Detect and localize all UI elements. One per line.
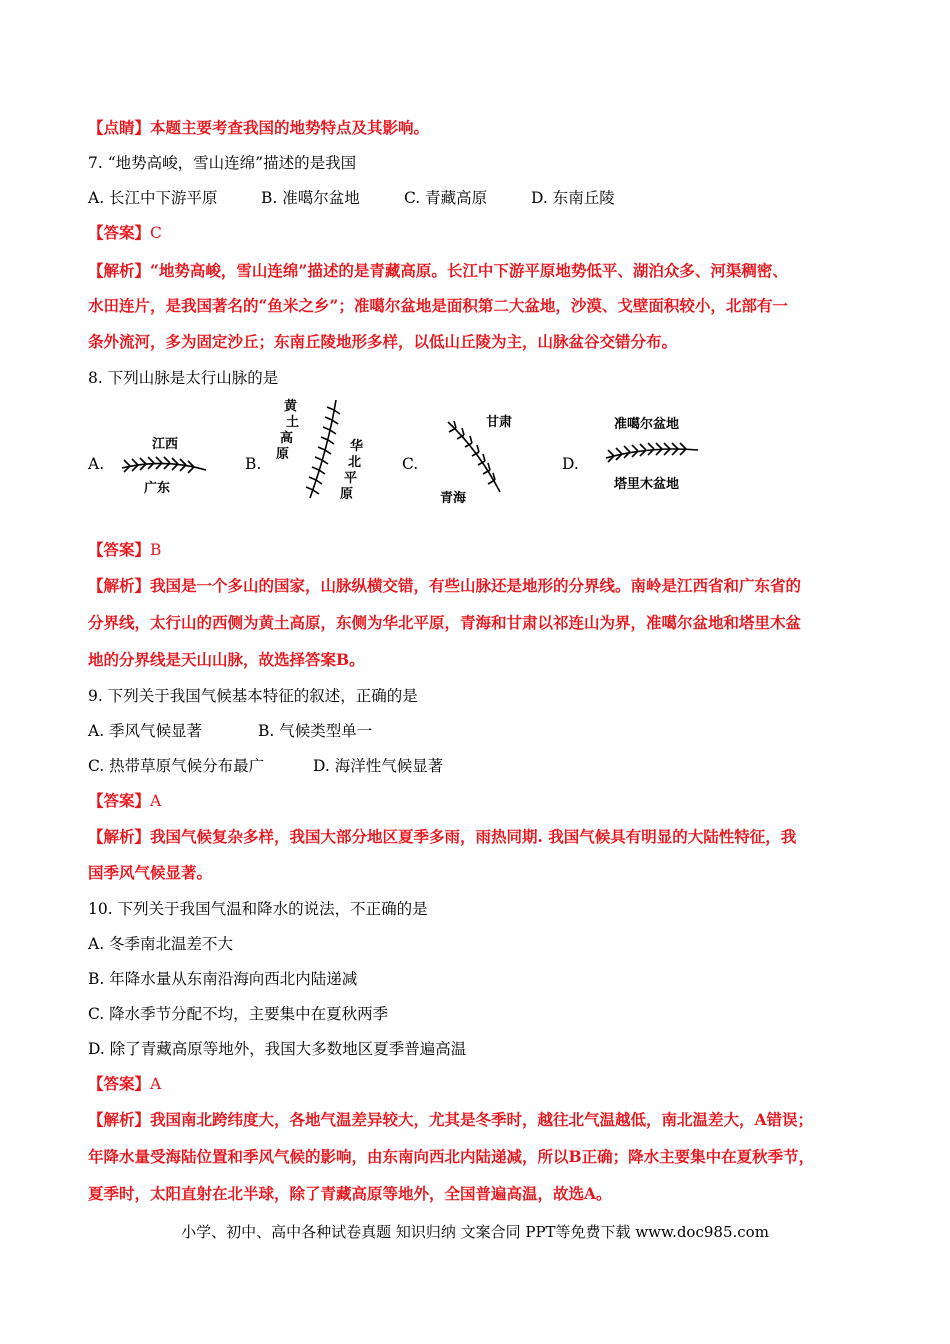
q8-analysis-tag: 【解析】 (88, 576, 151, 595)
map-label-huabei-2: 北 (348, 454, 362, 469)
q7-answer-value: C (150, 224, 162, 242)
q8-option-d-map (600, 412, 720, 502)
q8-analysis-line-3: 地的分界线是天山山脉，故选择答案B。 (88, 650, 365, 669)
q8-analysis-text-1: 我国是一个多山的国家，山脉纵横交错，有些山脉还是地形的分界线。南岭是江西省和广东省的 (150, 576, 802, 595)
q7-answer (88, 223, 162, 243)
q8-option-b-label: B. (245, 455, 262, 473)
map-label-loess-4: 原 (276, 446, 290, 461)
q8-stem: 8. 下列山脉是太行山脉的是 (88, 369, 279, 387)
map-label-huabei-4: 原 (340, 486, 354, 501)
dianjing-tag: 【点睛】 (88, 118, 151, 137)
map-label-guangdong: 广东 (144, 480, 171, 495)
q8-option-a-map (114, 418, 214, 498)
q7-analysis-text-1: “地势高峻，雪山连绵”描述的是青藏高原。长江中下游平原地势低平、湖泊众多、河渠稠密、 (150, 261, 788, 280)
dianjing-line (88, 118, 429, 138)
q10-option-d: D. 除了青藏高原等地外，我国大多数地区夏季普遍高温 (88, 1040, 467, 1058)
q10-analysis-line-3: 夏季时，太阳直射在北半球，除了青藏高原等地外，全国普遍高温，故选A。 (88, 1184, 612, 1203)
q10-stem: 10. 下列关于我国气温和降水的说法，不正确的是 (88, 900, 428, 918)
q7-answer-tag: 【答案】 (88, 223, 151, 242)
map-label-gansu: 甘肃 (486, 414, 513, 429)
q7-options (88, 188, 615, 208)
q9-option-b: B. 气候类型单一 (258, 722, 373, 740)
q8-analysis-line-2: 分界线，太行山的西侧为黄土高原，东侧为华北平原，青海和甘肃以祁连山为界，准噶尔盆地和塔里木盆 (88, 613, 802, 632)
q8-answer-value: B (150, 541, 162, 559)
map-label-junggar: 准噶尔盆地 (614, 416, 680, 431)
q8-option-a-label: A. (88, 455, 105, 473)
q7-option-c: C. 青藏高原 (404, 189, 488, 207)
q7-option-a: A. 长江中下游平原 (88, 189, 218, 207)
map-label-loess-3: 高 (280, 430, 294, 445)
mountain-ridge-icon (448, 421, 500, 492)
q8-answer (88, 540, 161, 560)
q9-analysis-line-1 (88, 827, 796, 847)
map-label-huabei-3: 平 (344, 470, 358, 485)
q9-answer-tag: 【答案】 (88, 791, 151, 810)
q10-answer-value: A (150, 1075, 162, 1093)
q10-option-b: B. 年降水量从东南沿海向西北内陆递减 (88, 970, 358, 988)
mountain-ridge-icon (306, 400, 340, 498)
q10-analysis-tag: 【解析】 (88, 1110, 151, 1129)
q8-option-d-label: D. (562, 455, 579, 473)
q10-option-a: A. 冬季南北温差不大 (88, 935, 234, 953)
q9-options-row-2 (88, 756, 443, 776)
q7-analysis-line-1 (88, 261, 788, 281)
q10-answer (88, 1074, 161, 1094)
q8-analysis-line-1 (88, 576, 801, 596)
q10-answer-tag: 【答案】 (88, 1074, 151, 1093)
q8-answer-tag: 【答案】 (88, 540, 151, 559)
q7-analysis-tag: 【解析】 (88, 261, 151, 280)
q7-analysis-line-2: 水田连片，是我国著名的“鱼米之乡”；准噶尔盆地是面积第二大盆地，沙漠、戈壁面积较小，北部有一 (88, 296, 788, 315)
map-label-jiangxi: 江西 (152, 436, 179, 451)
q8-option-b-map (270, 388, 370, 518)
q7-stem: 7. “地势高峻，雪山连绵”描述的是我国 (88, 154, 357, 172)
q7-option-b: B. 准噶尔盆地 (261, 189, 360, 207)
page-footer: 小学、初中、高中各种试卷真题 知识归纳 文案合同 PPT等免费下载 www.doc985.com (181, 1223, 769, 1241)
mountain-ridge-icon (606, 443, 698, 462)
q7-option-d: D. 东南丘陵 (531, 189, 615, 207)
q9-option-a: A. 季风气候显著 (88, 722, 203, 740)
map-label-tarim: 塔里木盆地 (614, 476, 680, 491)
q7-analysis-line-3: 条外流河，多为固定沙丘；东南丘陵地形多样，以低山丘陵为主，山脉盆谷交错分布。 (88, 332, 678, 351)
q9-options-row-1 (88, 721, 372, 741)
q10-analysis-line-1 (88, 1110, 813, 1130)
q8-option-c-label: C. (402, 455, 419, 473)
dianjing-text: 本题主要考查我国的地势特点及其影响。 (150, 118, 430, 137)
q9-stem: 9. 下列关于我国气候基本特征的叙述，正确的是 (88, 687, 418, 705)
q9-answer-value: A (150, 792, 162, 810)
map-label-qinghai: 青海 (440, 490, 467, 505)
map-label-huabei-1: 华 (350, 438, 364, 453)
q8-options-row (88, 398, 728, 520)
q9-analysis-text-1: 我国气候复杂多样，我国大部分地区夏季多雨，雨热同期. 我国气候具有明显的大陆性特征，我 (150, 827, 797, 846)
q10-analysis-text-1: 我国南北跨纬度大，各地气温差异较大，尤其是冬季时，越往北气温越低，南北温差大，A错误； (150, 1110, 814, 1129)
q9-analysis-tag: 【解析】 (88, 827, 151, 846)
map-label-loess-1: 黄 (284, 398, 298, 413)
q8-option-c-map (438, 410, 528, 510)
mountain-ridge-icon (122, 457, 206, 473)
q9-analysis-line-2: 国季风气候显著。 (88, 863, 213, 882)
q9-answer (88, 791, 161, 811)
q10-option-c: C. 降水季节分配不均，主要集中在夏秋两季 (88, 1005, 389, 1023)
q9-option-c: C. 热带草原气候分布最广 (88, 757, 265, 775)
map-label-loess-2: 土 (286, 414, 300, 429)
q9-option-d: D. 海洋性气候显著 (313, 757, 444, 775)
q10-analysis-line-2: 年降水量受海陆位置和季风气候的影响，由东南向西北内陆递减，所以B正确；降水主要集中在夏秋季节， (88, 1147, 815, 1166)
